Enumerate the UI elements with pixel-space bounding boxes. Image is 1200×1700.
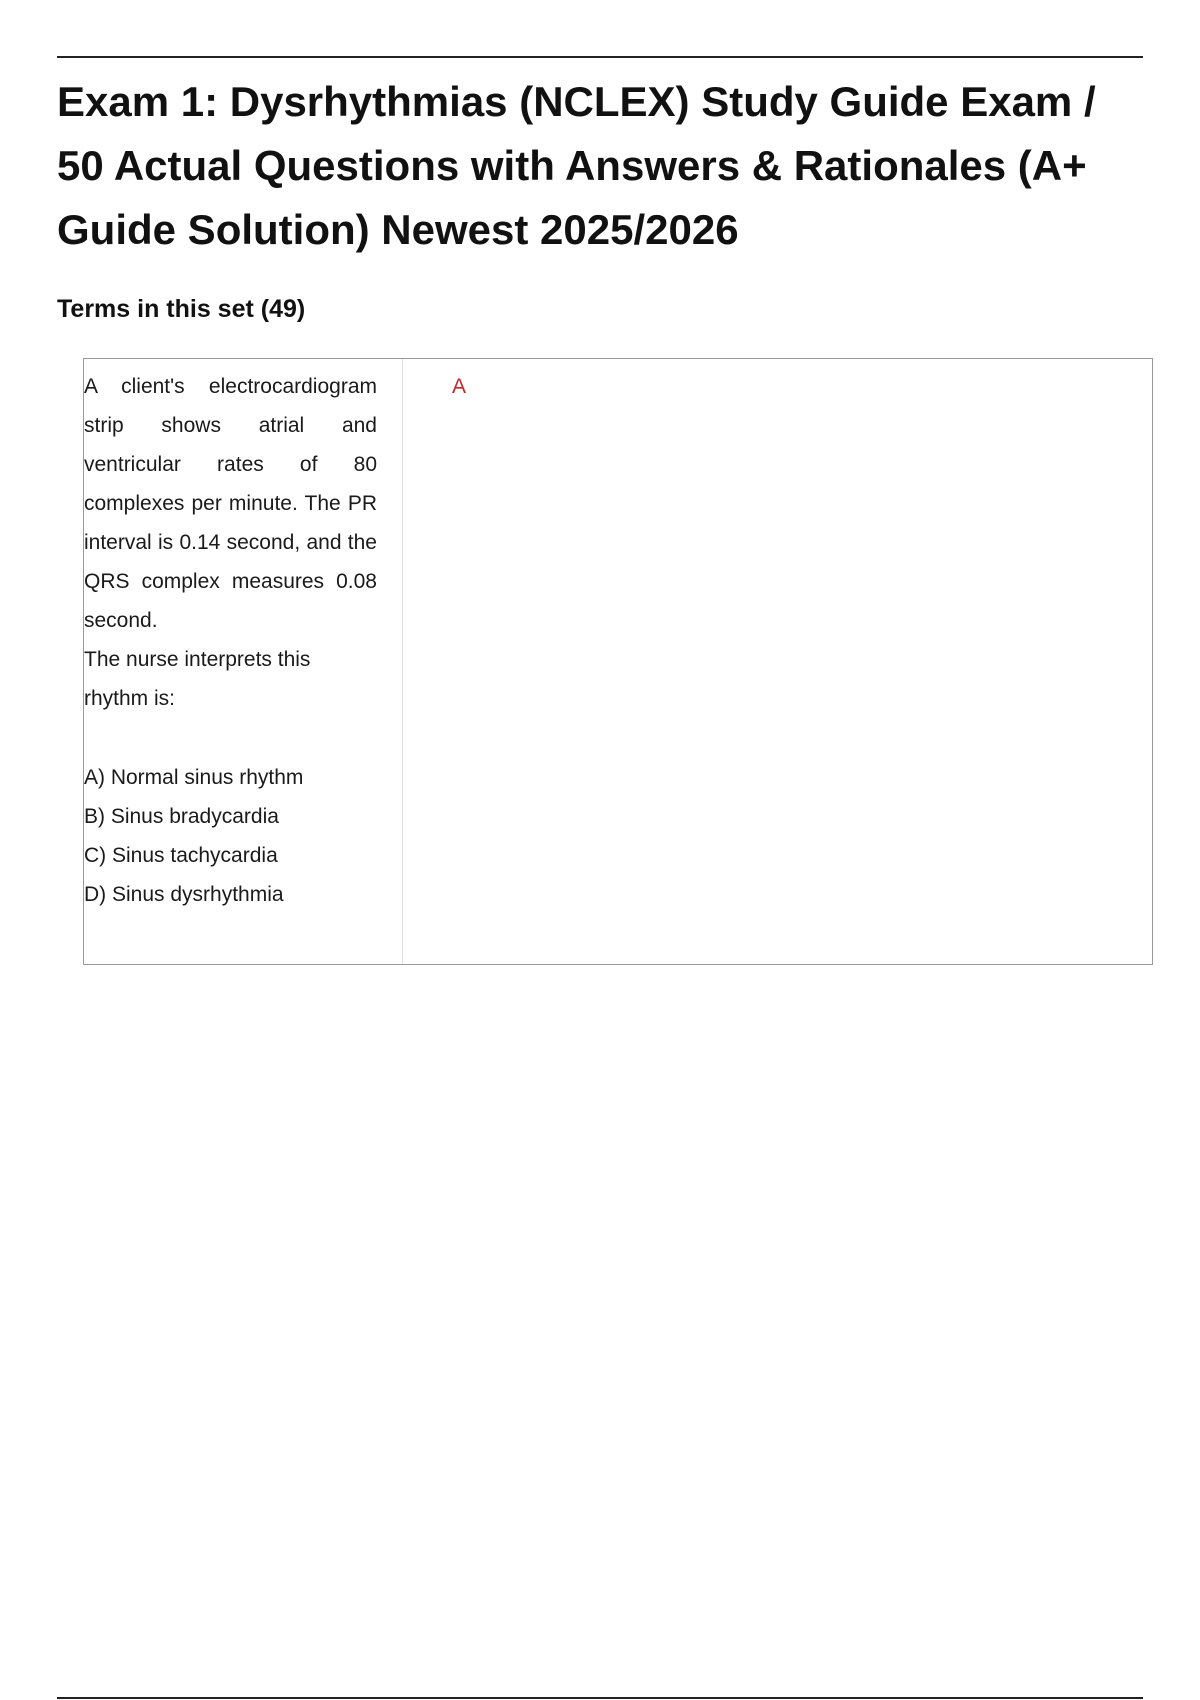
option-a: A) Normal sinus rhythm xyxy=(84,766,304,789)
question-text: A client's electrocardiogram strip shows atrial and ventricular rates of 80 complexes per minute. The PR interval is 0.14 second, and the QRS complex measures 0.08 second. xyxy=(84,375,377,632)
card-divider xyxy=(402,359,403,964)
option-d: D) Sinus dysrhythmia xyxy=(84,883,284,906)
footer-rule xyxy=(57,1697,1143,1699)
document-title: Exam 1: Dysrhythmias (NCLEX) Study Guide Exam / 50 Actual Questions with Answers & Rationales (A+ Guide Solution) Newest 2025/2026 xyxy=(57,78,1096,253)
option-c: C) Sinus tachycardia xyxy=(84,844,278,867)
header-rule xyxy=(57,56,1143,58)
answer-options xyxy=(84,758,377,914)
option-b: B) Sinus bradycardia xyxy=(84,805,279,828)
question-prompt: The nurse interprets this rhythm is: xyxy=(84,648,311,710)
definition-column xyxy=(452,367,466,406)
flashcard xyxy=(83,358,1153,965)
term-column xyxy=(84,367,377,914)
answer-text: A xyxy=(452,375,467,398)
terms-heading: Terms in this set (49) xyxy=(57,295,306,323)
